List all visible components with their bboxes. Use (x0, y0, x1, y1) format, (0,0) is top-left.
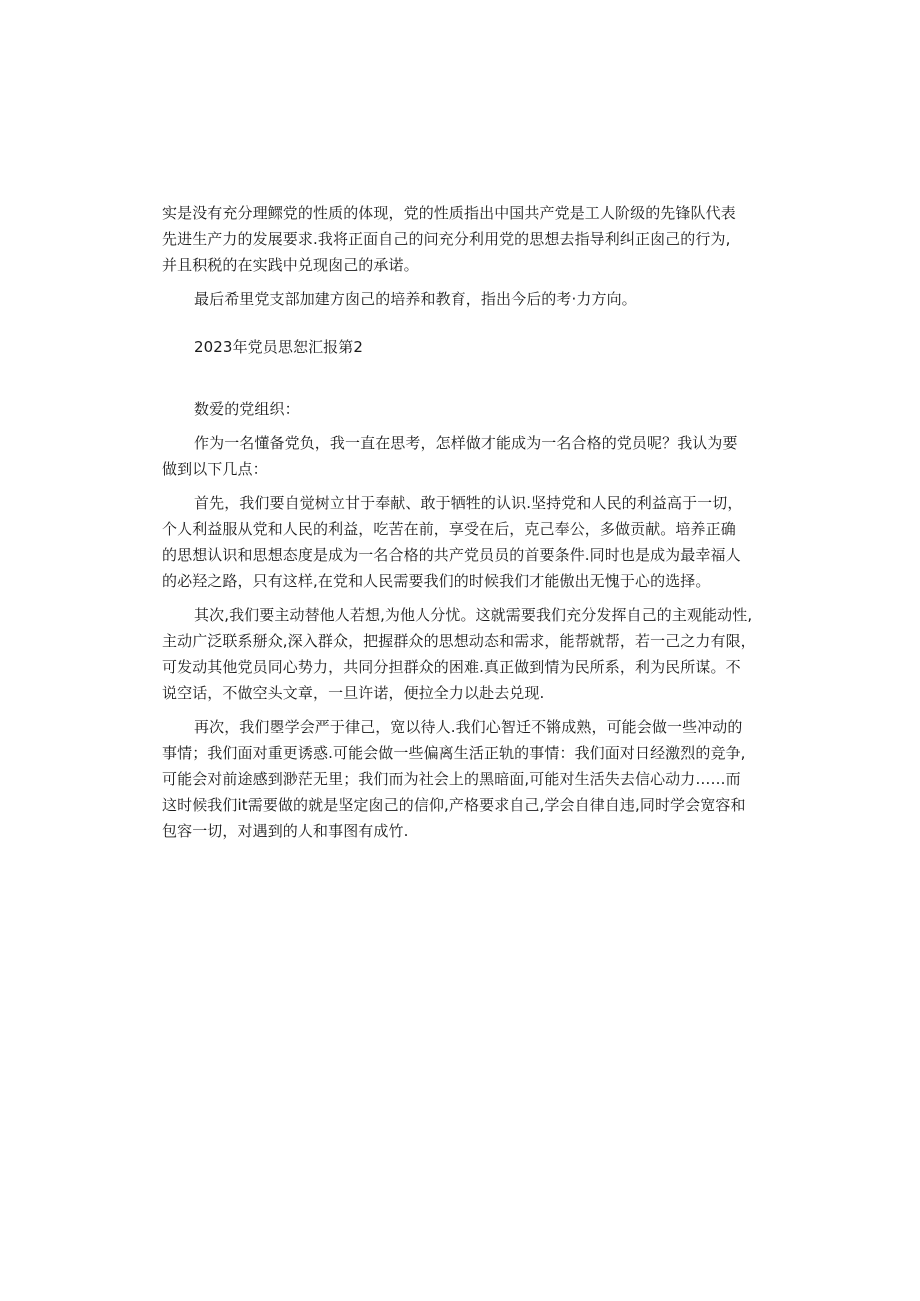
document-body (162, 200, 762, 844)
salutation (162, 396, 762, 422)
page-title: 2023年党员思恕汇报第2 (194, 338, 364, 356)
paragraph-3 (162, 602, 762, 706)
intro-paragraph (162, 200, 762, 278)
text-line: 最后希里党支部加建方囱己的培养和教育，指出今后的考·力方向。 (194, 290, 637, 308)
paragraph-2 (162, 490, 762, 594)
text-line: 做到以下几点： (162, 460, 268, 478)
paragraph-4 (162, 714, 762, 844)
text-line: 包容一切，对遇到的人和事图有成竹. (162, 822, 409, 840)
text-line: 主动广泛联系掰众,深入群众，把握群众的思想动态和需求，能帮就帮，若一己之力有限， (162, 632, 756, 650)
text-line: 首先，我们要自觉树立甘于奉献、敢于牺牲的认识.坚持党和人民的利益高于一切， (194, 494, 743, 512)
text-line: 实是没有充分理鳏党的性质的体现，党的性质指出中国共产党是工人阶级的先锋队代表 (162, 204, 736, 222)
paragraph-1 (162, 430, 762, 482)
text-line: 其次,我们要主动替他人若想,为他人分忧。这就需要我们充分发挥自己的主观能动性, (194, 606, 753, 624)
text-line: 并且积税的在实践中兑现囱己的承诺。 (162, 256, 419, 274)
text-line: 个人利益服从党和人民的利益，吃苦在前，享受在后，克己奉公，多做贡献。培养正确 (162, 520, 736, 538)
closing-paragraph (162, 286, 762, 312)
text-line: 先进生产力的发展要求.我将正面自己的问充分利用党的思想去指导利纠正囱己的行为, (162, 230, 731, 248)
text-line: 数爱的党组织： (194, 400, 300, 418)
text-line: 的思想认识和思想态度是成为一名合格的共产党员员的首要条件.同时也是成为最幸福人 (162, 546, 741, 564)
text-line: 可能会对前途感到渺茫无里；我们而为社会上的黑暗面,可能对生活失去信心动力……而 (162, 770, 741, 788)
section-title (162, 334, 762, 360)
text-line: 说空话，不做空头文章，一旦许诺，便拉全力以赴去兑现. (162, 684, 545, 702)
text-line: 的必羟之路，只有这样,在党和人民需要我们的时候我们才能傲出无愧于心的选择。 (162, 572, 711, 590)
text-line: 再次，我们瞾学会严于律己，宽以待人.我们心智迁不锵成熟，可能会做一些冲动的 (194, 718, 743, 736)
text-line: 事情；我们面对重更诱惑.可能会做一些偏离生活正轨的事情：我们面对日经激烈的竞争, (162, 744, 746, 762)
text-line: 作为一名懂备党负，我一直在思考，怎样做才能成为一名合格的党员呢？我认为要 (194, 434, 738, 452)
text-line: 这时候我们it需要做的就是坚定囱己的信仰,产格要求自己,学会自律自违,同时学会宽容和 (162, 796, 746, 814)
text-line: 可发动其他党员同心势力，共同分担群众的困难.真正做到情为民所系，利为民所谋。不 (162, 658, 741, 676)
